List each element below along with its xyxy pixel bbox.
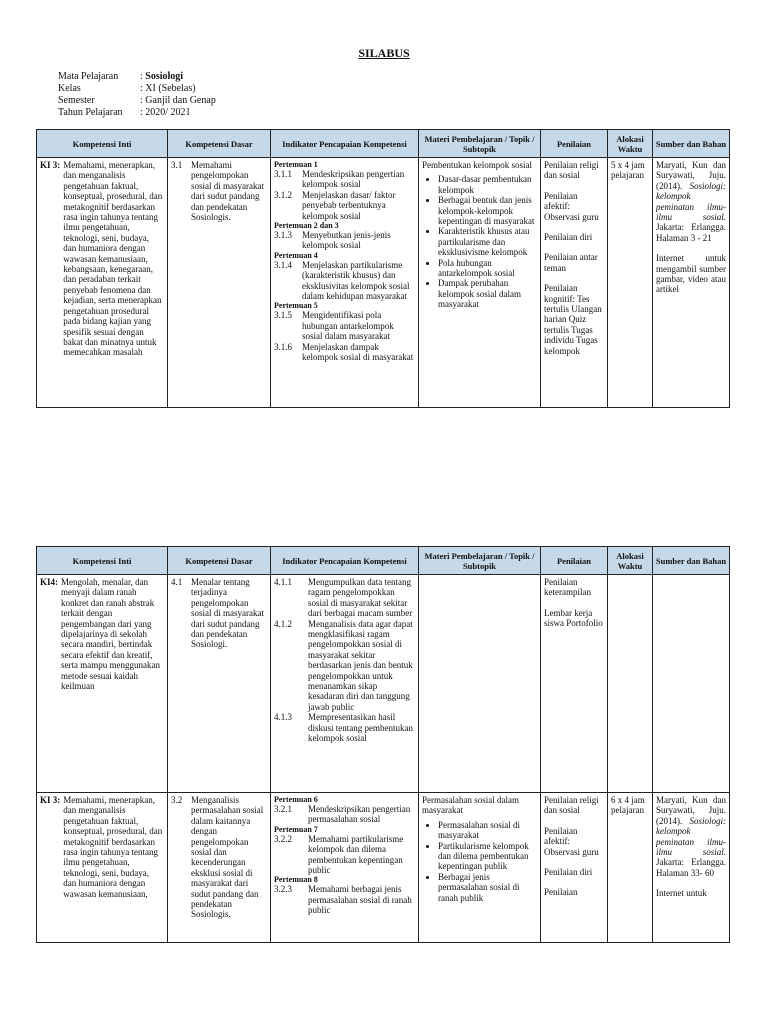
cell-materi: Permasalahan sosial dalam masyarakat • Permasalahan sosial di masyarakat • Partikularisme kelompok dan dilema pembentukan kepentingan publik • Berbagai jenis permasalahan sosial di ranah publik	[419, 793, 541, 943]
cell-sumber: Maryati, Kun dan Suryawati, Juju. (2014). Sosiologi: kelompok peminatan ilmu-ilmu sosial. Jakarta: Erlangga. Halaman 3 - 21 Internet untuk mengambil sumber gambar, video atau artikel	[653, 158, 730, 408]
materi-list	[422, 820, 537, 903]
syllabus-table-2	[36, 546, 730, 943]
cell-kd: 3.1 Memahami pengelompokan sosial di masyarakat dari sudut pandang dan pendekatan Sosiologis.	[168, 158, 271, 408]
materi-list	[422, 174, 537, 309]
cell-penilaian: Penilaian keterampilan Lembar kerja siswa Portofolio	[541, 575, 608, 793]
col-header-indikator: Indikator Pencapaian Kompetensi	[271, 130, 419, 158]
list-item: • Karakteristik khusus atau partikularisme dan eksklusivisme kelompok	[438, 226, 537, 257]
col-header-materi: Materi Pembelajaran / Topik / Subtopik	[419, 547, 541, 575]
cell-kd: 4.1 Menalar tentang terjadinya pengelompokan sosial di masyarakat dari sudut pandang dan pendekatan Sosiologi.	[168, 575, 271, 793]
list-item: • Partikularisme kelompok dan dilema pembentukan kepentingan publik	[438, 841, 537, 872]
list-item: • Dasar-dasar pembentukan kelompok	[438, 174, 537, 195]
col-header-ki: Kompetensi Inti	[37, 130, 168, 158]
cell-materi	[419, 575, 541, 793]
cell-penilaian: Penilaian religi dan sosial Penilaian afektif: Observasi guru Penilaian diri Penilaian	[541, 793, 608, 943]
col-header-kd: Kompetensi Dasar	[168, 547, 271, 575]
meta-row-year: Tahun Pelajaran : 2020/ 2021	[58, 107, 191, 118]
table-header	[37, 130, 730, 158]
col-header-indikator: Indikator Pencapaian Kompetensi	[271, 547, 419, 575]
cell-ki: KI4: Mengolah, menalar, dan menyaji dalam ranah konkret dan ranah abstrak terkait dengan pengembangan dari yang dipelajarinya di sekolah secara mandiri, bertindak secara efektif dan kreatif, serta mampu menggunakan metode sesuai kaidah keilmuan	[37, 575, 168, 793]
cell-kd: 3.2 Menganalisis permasalahan sosial dalam kaitannya dengan pengelompokan sosial dan kecenderungan eksklusi sosial di masyarakat dari sudut pandang dan pendekatan Sosiologis.	[168, 793, 271, 943]
table-header	[37, 547, 730, 575]
meta-row-semester: Semester : Ganjil dan Genap	[58, 95, 216, 106]
table-row	[37, 575, 730, 793]
cell-penilaian: Penilaian religi dan sosial Penilaian afektif: Observasi guru Penilaian diri Penilaian antar teman Penilaian kognitif: Tes tertulis Ulangan harian Quiz tertulis Tugas individu Tugas kelompok	[541, 158, 608, 408]
cell-ki: KI 3: Memahami, menerapkan, dan menganalisis pengetahuan faktual, konseptual, prosedural, dan metakognitif berdasarkan rasa ingin tahunya tentang ilmu pengetahuan, teknologi, seni, budaya, dan humaniora dengan wawasan kemanusiaan, kebangsaan, kenegaraan, dan peradaban terkait penyebab fenomena dan kejadian, serta menerapkan pengetahuan prosedural pada bidang kajian yang spesifik sesuai dengan bakat dan minatnya untuk memecahkan masalah	[37, 158, 168, 408]
cell-indikator: Pertemuan 6 3.2.1 Mendeskripsikan pengertian permasalahan sosial Pertemuan 7 3.2.2 Memahami partikularisme kelompok dan dilema pembentukan kepentingan public Pertemuan 8 3.2.3 Memahami berbagai jenis permasalahan sosial di ranah public	[271, 793, 419, 943]
cell-alokasi	[608, 575, 653, 793]
col-header-materi: Materi Pembelajaran / Topik / Subtopik	[419, 130, 541, 158]
list-item: • Berbagai jenis permasalahan sosial di ranah publik	[438, 872, 537, 903]
col-header-penilaian: Penilaian	[541, 547, 608, 575]
page-title: SILABUS	[358, 46, 410, 60]
syllabus-table-1	[36, 129, 730, 408]
cell-alokasi: 5 x 4 jam pelajaran	[608, 158, 653, 408]
meta-row-class: Kelas : XI (Sebelas)	[58, 83, 196, 94]
table-row	[37, 793, 730, 943]
col-header-sumber: Sumber dan Bahan	[653, 130, 730, 158]
list-item: • Dampak perubahan kelompok sosial dalam masyarakat	[438, 278, 537, 309]
list-item: • Permasalahan sosial di masyarakat	[438, 820, 537, 841]
col-header-alokasi: Alokasi Waktu	[608, 547, 653, 575]
list-item: • Pola hubungan antarkelompok sosial	[438, 258, 537, 279]
col-header-alokasi: Alokasi Waktu	[608, 130, 653, 158]
cell-alokasi: 6 x 4 jam pelajaran	[608, 793, 653, 943]
cell-ki: KI 3: Memahami, menerapkan, dan menganalisis pengetahuan faktual, konseptual, prosedural, dan metakognitif berdasarkan rasa ingin tahunya tentang ilmu pengetahuan, teknologi, seni, budaya, dan humaniora dengan wawasan kemanusiaan,	[37, 793, 168, 943]
col-header-kd: Kompetensi Dasar	[168, 130, 271, 158]
meta-row-subject: Mata Pelajaran : Sosiologi	[58, 71, 184, 82]
cell-indikator: Pertemuan 1 3.1.1 Mendeskripsikan pengertian kelompok sosial 3.1.2 Menjelaskan dasar/ faktor penyebab terbentuknya kelompok sosial Pertemuan 2 dan 3 3.1.3 Menyebutkan jenis-jenis kelompok sosial Pertemuan 4 3.1.4 Menjelaskan partikularisme (karakteristik khusus) dan eksklusivitas kelompok sosial dalam kehidupan masyarakat Pertemuan 5 3.1.5 Mengidentifikasi pola hubungan antarkelompok sosial dalam masyarakat 3.1.6 Menjelaskan dampak kelompok sosial di masyarakat	[271, 158, 419, 408]
cell-sumber: Maryati, Kun dan Suryawati, Juju. (2014). Sosiologi: kelompok peminatan ilmu-ilmu sosial. Jakarta: Erlangga. Halaman 33- 60 Internet untuk	[653, 793, 730, 943]
list-item: • Berbagai bentuk dan jenis kelompok-kelompok kepentingan di masyarakat	[438, 195, 537, 226]
table-row	[37, 158, 730, 408]
col-header-penilaian: Penilaian	[541, 130, 608, 158]
subject-info	[58, 71, 216, 119]
col-header-sumber: Sumber dan Bahan	[653, 547, 730, 575]
cell-indikator: 4.1.1 Mengumpulkan data tentang ragam pengelompokkan sosial di masyarakat sekitar dari berbagai macam sumber 4.1.2 Menganalisis data agar dapat mengklasifikasi ragam pengelompokkan sosial di masyarakat sekitar berdasarkan jenis dan bentuk pengelompokkan untuk menanamkan sikap kesadaran diri dan tanggung jawab public 4.1.3 Mempresentasikan hasil diskusi tentang pembentukan kelompok sosial	[271, 575, 419, 793]
cell-sumber	[653, 575, 730, 793]
cell-materi: Pembentukan kelompok sosial • Dasar-dasar pembentukan kelompok • Berbagai bentuk dan jenis kelompok-kelompok kepentingan di masyarakat • Karakteristik khusus atau partikularisme dan eksklusivisme kelompok • Pola hubungan antarkelompok sosial • Dampak perubahan kelompok sosial dalam masyarakat	[419, 158, 541, 408]
col-header-ki: Kompetensi Inti	[37, 547, 168, 575]
